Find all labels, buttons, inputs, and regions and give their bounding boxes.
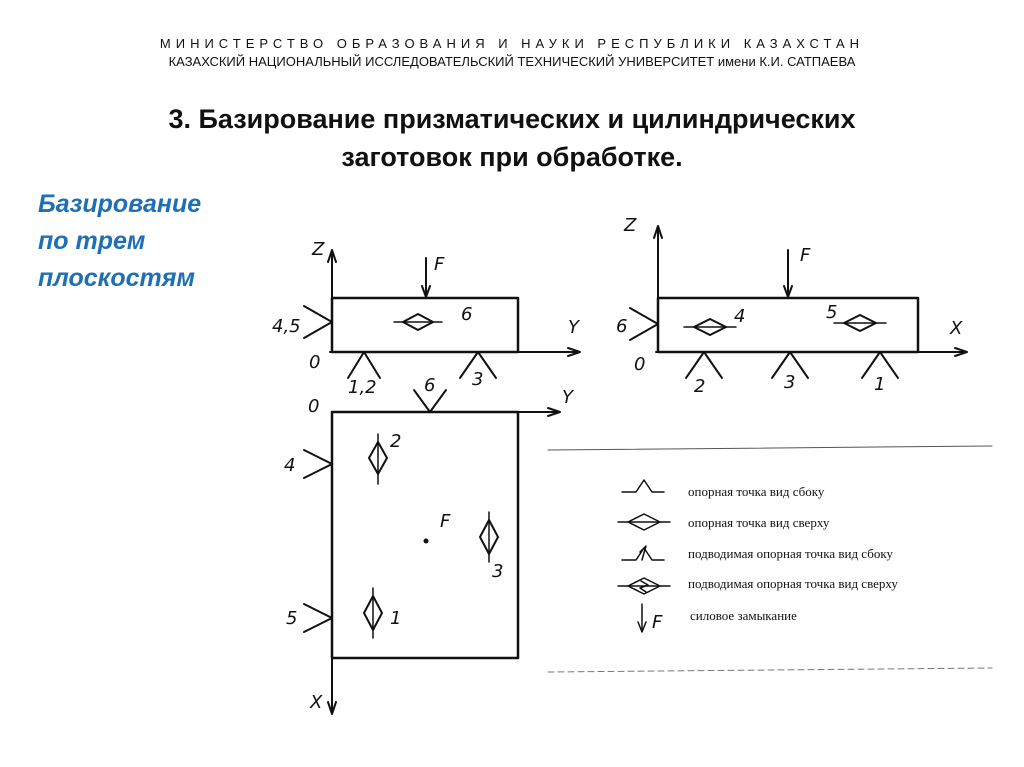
legend-adjustable-side: подводимая опорная точка вид сбоку [688,546,893,561]
label-point-3-side: 3 [472,369,484,390]
right-side-view [630,226,967,378]
label-force-right: F [800,245,811,266]
label-point-2-right: 2 [694,376,706,397]
label-force-plan: F [440,511,451,532]
legend-separator [548,446,992,450]
side-support-5 [304,604,332,632]
label-point-2-plan: 2 [390,431,402,452]
label-z-left: Z [312,239,325,260]
subtitle-line-1: Базирование [38,190,202,218]
label-point-45: 4,5 [272,316,301,337]
label-y-plan: Y [562,387,573,408]
label-point-6-right: 6 [616,316,628,337]
left-plan-view [304,390,560,714]
label-point-4-right: 4 [734,306,746,327]
label-force-left: F [434,254,445,275]
label-origin-left: 0 [309,352,321,373]
title-line-2: заготовок при обработке. [341,142,683,172]
label-origin-right: 0 [634,354,646,375]
legend-support-side: опорная точка вид сбоку [688,484,825,499]
workpiece-plan [332,412,518,658]
label-point-6-plan: 6 [424,375,436,396]
label-x-plan: X [310,692,323,713]
label-y-left: Y [568,317,579,338]
label-point-4-plan: 4 [284,455,296,476]
label-point-5-plan: 5 [286,608,298,629]
label-point-12: 1,2 [348,377,377,398]
label-point-1-right: 1 [874,374,886,395]
label-point-1-plan: 1 [390,608,402,629]
label-point-3-plan: 3 [492,561,504,582]
bottom-support-12 [348,352,380,378]
side-support-4 [304,450,332,478]
label-point-6-side: 6 [461,304,473,325]
university-header: КАЗАХСКИЙ НАЦИОНАЛЬНЫЙ ИССЛЕДОВАТЕЛЬСКИЙ ТЕХНИЧЕСКИЙ УНИВЕРСИТЕТ имени К.И. САТПАЕВА [168,54,856,69]
legend-adjustable-top: подводимая опорная точка вид сверху [688,576,898,591]
force-point [424,539,429,544]
label-origin-plan: 0 [308,396,320,417]
label-z-right: Z [624,215,637,236]
title-line-1: 3. Базирование призматических и цилиндрических [168,104,856,134]
legend-force-symbol: F [652,612,663,633]
label-point-3-right: 3 [784,372,796,393]
workpiece-side [332,298,518,352]
support-side-icon [622,480,664,492]
legend-support-top: опорная точка вид сверху [688,515,830,530]
legend-force-closure: силовое замыкание [690,608,797,623]
ministry-header: МИНИСТЕРСТВО ОБРАЗОВАНИЯ И НАУКИ РЕСПУБЛИКИ КАЗАХСТАН [159,36,865,51]
side-support-45 [304,306,332,338]
subtitle-line-2: по трем [38,227,146,255]
label-x-right: X [950,318,963,339]
bottom-support-2-right [686,352,722,378]
subtitle-line-3: плоскостям [38,264,195,292]
label-point-5-right: 5 [826,302,838,323]
side-support-6-right [630,308,658,340]
legend-bottom-line [548,668,992,672]
